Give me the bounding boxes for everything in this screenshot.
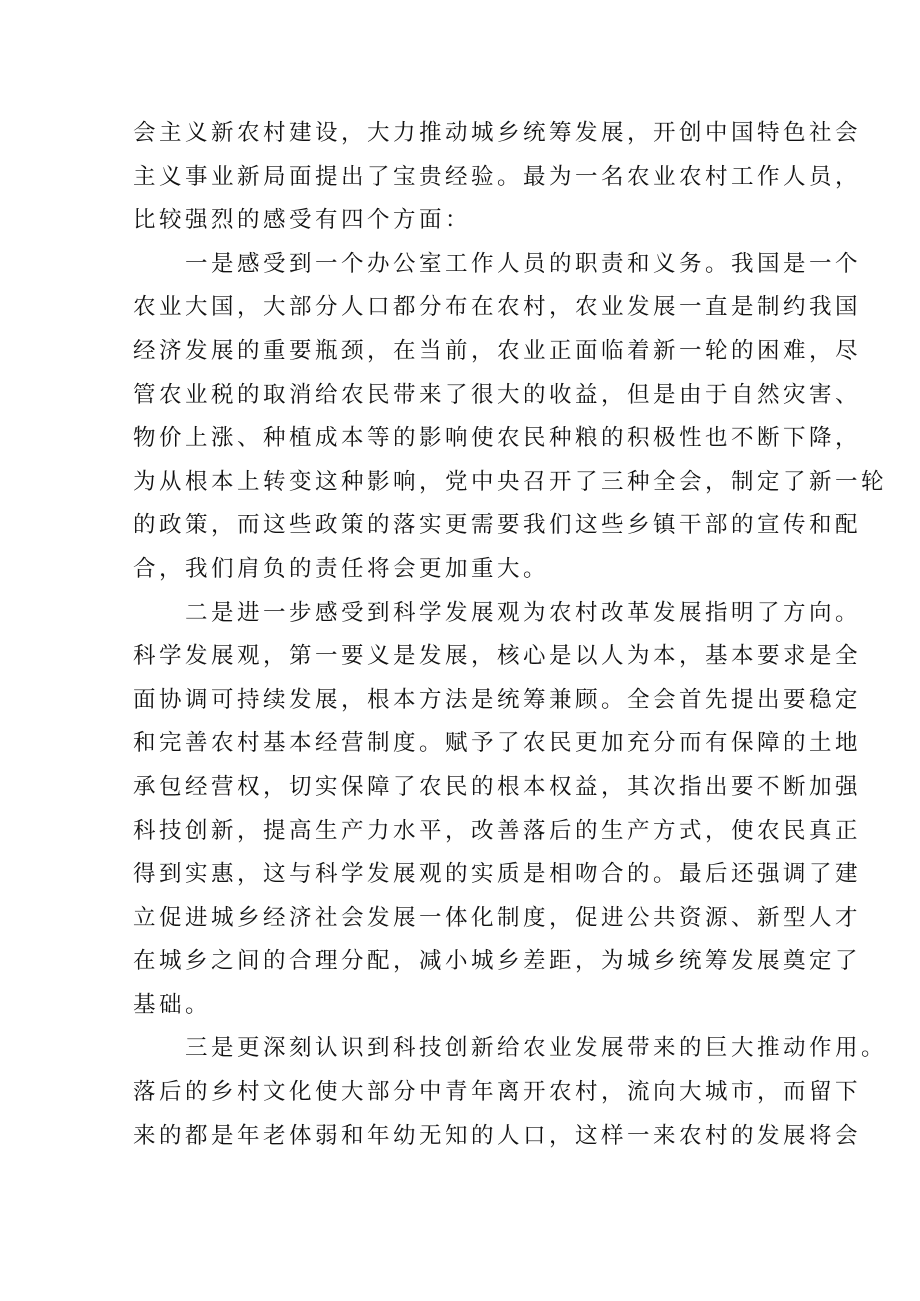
- text-line: 会主义新农村建设，大力推动城乡统筹发展，开创中国特色社会: [133, 120, 862, 146]
- text-line: 的政策，而这些政策的落实更需要我们这些乡镇干部的宣传和配: [133, 512, 862, 539]
- text-line: 面协调可持续发展，根本方法是统筹兼顾。全会首先提出要稳定: [133, 686, 862, 713]
- text-line: 为从根本上转变这种影响，党中央召开了三种全会，制定了新一轮: [133, 468, 888, 495]
- text-line: 立促进城乡经济社会发展一体化制度，促进公共资源、新型人才: [133, 904, 862, 931]
- text-line: 承包经营权，切实保障了农民的根本权益，其次指出要不断加强: [133, 773, 862, 800]
- paragraph-one-first-line: 一是感受到一个办公室工作人员的职责和义务。我国是一个: [185, 250, 862, 277]
- text-line: 科技创新，提高生产力水平，改善落后的生产方式，使农民真正: [133, 817, 862, 844]
- text-line: 来的都是年老体弱和年幼无知的人口，这样一来农村的发展将会: [133, 1122, 862, 1149]
- paragraph-two-first-line: 二是进一步感受到科学发展观为农村改革发展指明了方向。: [185, 599, 862, 626]
- text-line: 和完善农村基本经营制度。赋予了农民更加充分而有保障的土地: [133, 730, 862, 757]
- text-line: 得到实惠，这与科学发展观的实质是相吻合的。最后还强调了建: [133, 861, 862, 888]
- text-line: 农业大国，大部分人口都分布在农村，农业发展一直是制约我国: [133, 294, 862, 321]
- text-line: 合，我们肩负的责任将会更加重大。: [133, 555, 550, 582]
- text-line: 物价上涨、种植成本等的影响使农民种粮的积极性也不断下降，: [133, 425, 862, 452]
- text-line: 比较强烈的感受有四个方面：: [133, 207, 472, 234]
- document-body: [133, 112, 888, 1158]
- text-line: 落后的乡村文化使大部分中青年离开农村，流向大城市，而留下: [133, 1079, 862, 1106]
- paragraph-three-first-line: 三是更深刻认识到科技创新给农业发展带来的巨大推动作用。: [185, 1035, 888, 1062]
- text-line: 基础。: [133, 991, 212, 1018]
- text-line: 经济发展的重要瓶颈，在当前，农业正面临着新一轮的困难，尽: [133, 337, 862, 364]
- text-line: 管农业税的取消给农民带来了很大的收益，但是由于自然灾害、: [133, 381, 862, 408]
- text-line: 科学发展观，第一要义是发展，核心是以人为本，基本要求是全: [133, 643, 862, 670]
- text-line: 在城乡之间的合理分配，减小城乡差距，为城乡统筹发展奠定了: [133, 948, 862, 975]
- text-line: 主义事业新局面提出了宝贵经验。最为一名农业农村工作人员，: [133, 163, 862, 190]
